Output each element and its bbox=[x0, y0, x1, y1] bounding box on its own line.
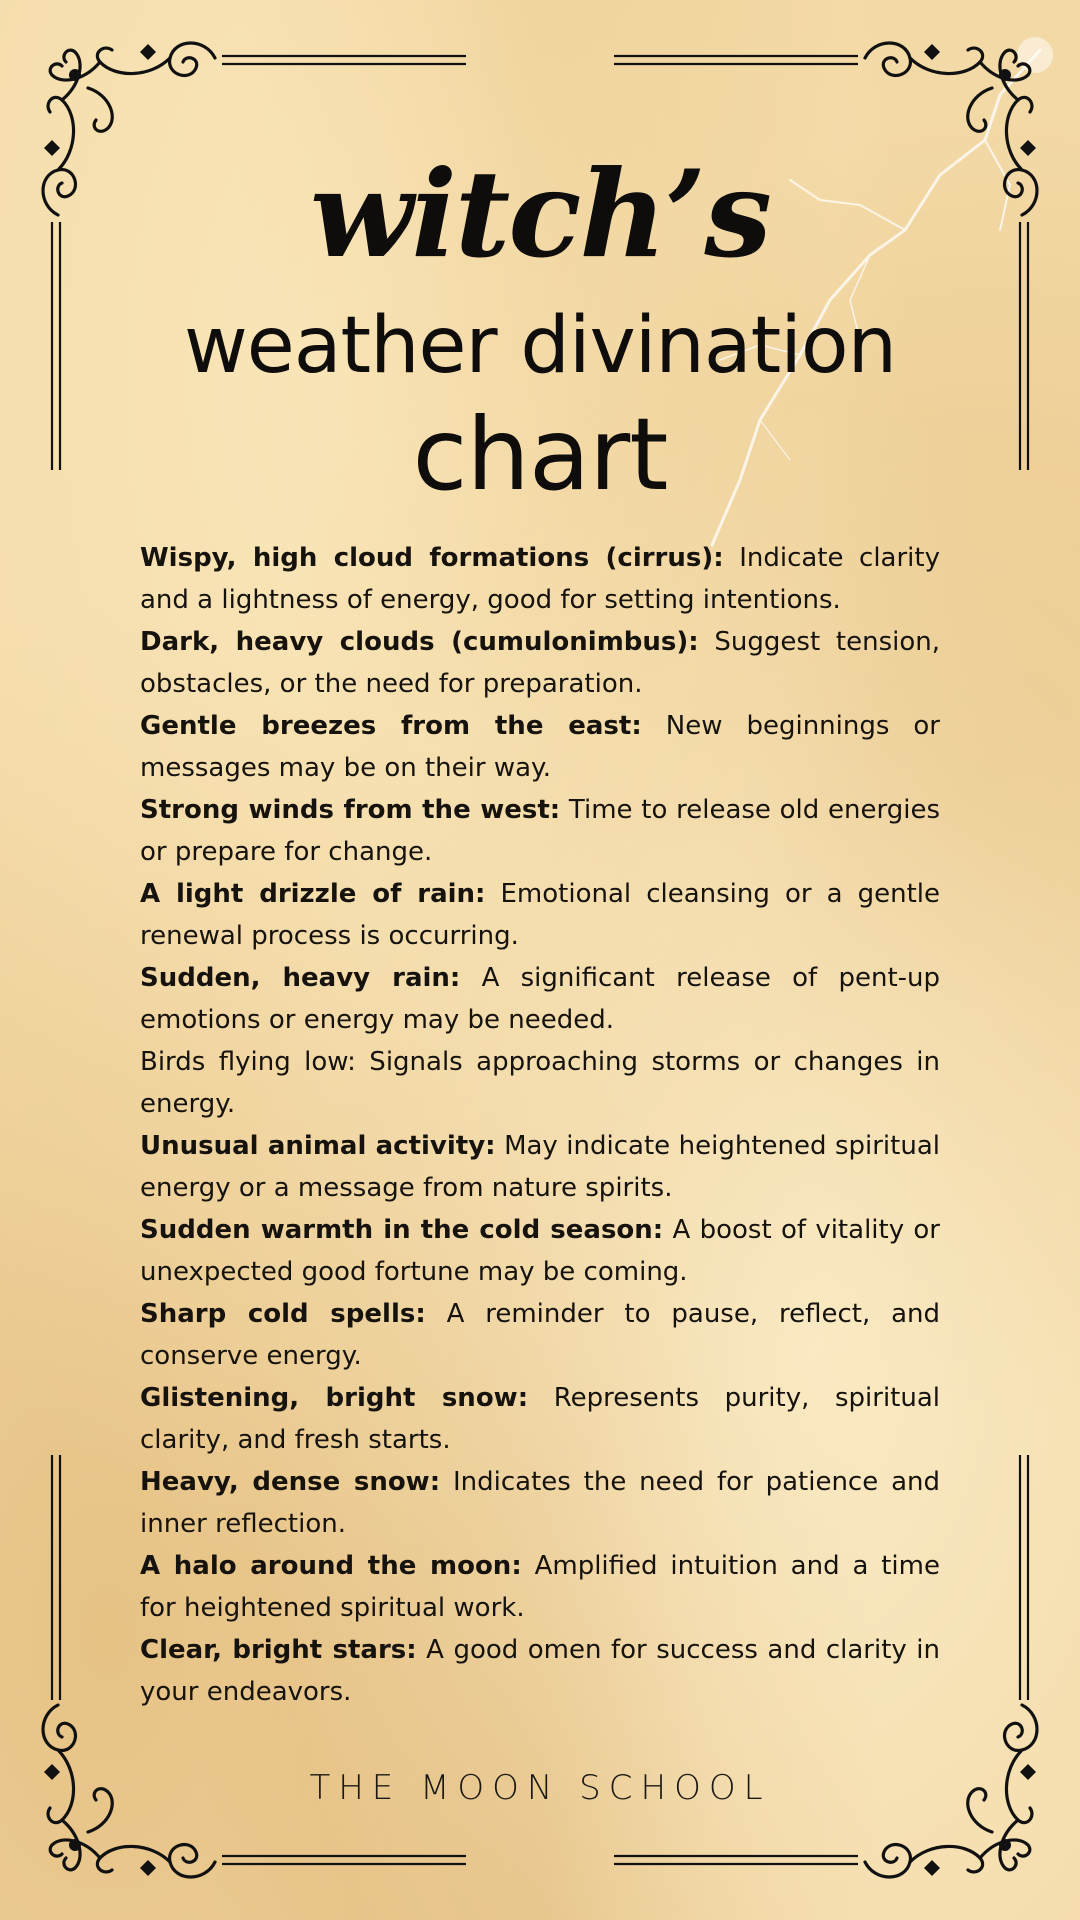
title-weather-divination: weather divination bbox=[183, 301, 897, 391]
list-item bbox=[140, 1041, 940, 1125]
omen-meaning: A significant release of pent-up emotions or energy may be needed. bbox=[140, 963, 940, 1035]
omen-term: Sudden warmth in the cold season: bbox=[140, 1215, 664, 1245]
list-item bbox=[140, 1461, 940, 1545]
list-item bbox=[140, 1209, 940, 1293]
omen-meaning: Birds flying low: Signals approaching storms or changes in energy. bbox=[140, 1047, 940, 1119]
omen-meaning: Represents purity, spiritual clarity, and fresh starts. bbox=[140, 1383, 941, 1455]
list-item bbox=[140, 957, 940, 1041]
omen-term: A halo around the moon: bbox=[140, 1551, 522, 1581]
list-item bbox=[140, 1293, 940, 1377]
omen-meaning: Emotional cleansing or a gentle renewal process is occurring. bbox=[140, 879, 940, 951]
omen-term: Unusual animal activity: bbox=[140, 1131, 496, 1161]
list-item bbox=[140, 873, 940, 957]
list-item bbox=[140, 1545, 940, 1629]
omen-meaning: A good omen for success and clarity in your endeavors. bbox=[140, 1635, 940, 1707]
list-item bbox=[140, 789, 940, 873]
title-chart: chart bbox=[412, 396, 668, 513]
list-item bbox=[140, 1629, 940, 1713]
list-item bbox=[140, 705, 940, 789]
omen-meaning: A reminder to pause, reflect, and conserve energy. bbox=[140, 1299, 940, 1371]
omen-term: Glistening, bright snow: bbox=[140, 1383, 529, 1413]
omen-meaning: New beginnings or messages may be on their way. bbox=[140, 711, 941, 783]
omen-term: Strong winds from the west: bbox=[140, 795, 561, 825]
omen-meaning: Time to release old energies or prepare for change. bbox=[140, 795, 940, 867]
omen-meaning: Amplified intuition and a time for heightened spiritual work. bbox=[140, 1551, 940, 1623]
omen-meaning: A boost of vitality or unexpected good fortune may be coming. bbox=[140, 1215, 940, 1287]
list-item bbox=[140, 537, 940, 621]
omen-term: Dark, heavy clouds (cumulonimbus): bbox=[140, 627, 699, 657]
list-item bbox=[140, 1125, 940, 1209]
list-item bbox=[140, 1377, 940, 1461]
omen-meaning: May indicate heightened spiritual energy or a message from nature spirits. bbox=[140, 1131, 940, 1203]
omen-term: Gentle breezes from the east: bbox=[140, 711, 642, 741]
omen-meaning: Indicate clarity and a lightness of energy, good for setting intentions. bbox=[140, 543, 940, 615]
omen-term: Heavy, dense snow: bbox=[140, 1467, 441, 1497]
omen-meaning: Indicates the need for patience and inner reflection. bbox=[140, 1467, 940, 1539]
omen-term: Clear, bright stars: bbox=[140, 1635, 417, 1665]
omen-meaning: Suggest tension, obstacles, or the need for preparation. bbox=[140, 627, 940, 699]
omen-term: Sudden, heavy rain: bbox=[140, 963, 461, 993]
list-item bbox=[140, 621, 940, 705]
footer-brand: THE MOON SCHOOL bbox=[309, 1768, 771, 1808]
omen-list bbox=[140, 537, 940, 1713]
omen-term: Sharp cold spells: bbox=[140, 1299, 426, 1329]
omen-term: A light drizzle of rain: bbox=[140, 879, 486, 909]
title-witch: witch’s bbox=[310, 144, 770, 285]
omen-term: Wispy, high cloud formations (cirrus): bbox=[140, 543, 724, 573]
